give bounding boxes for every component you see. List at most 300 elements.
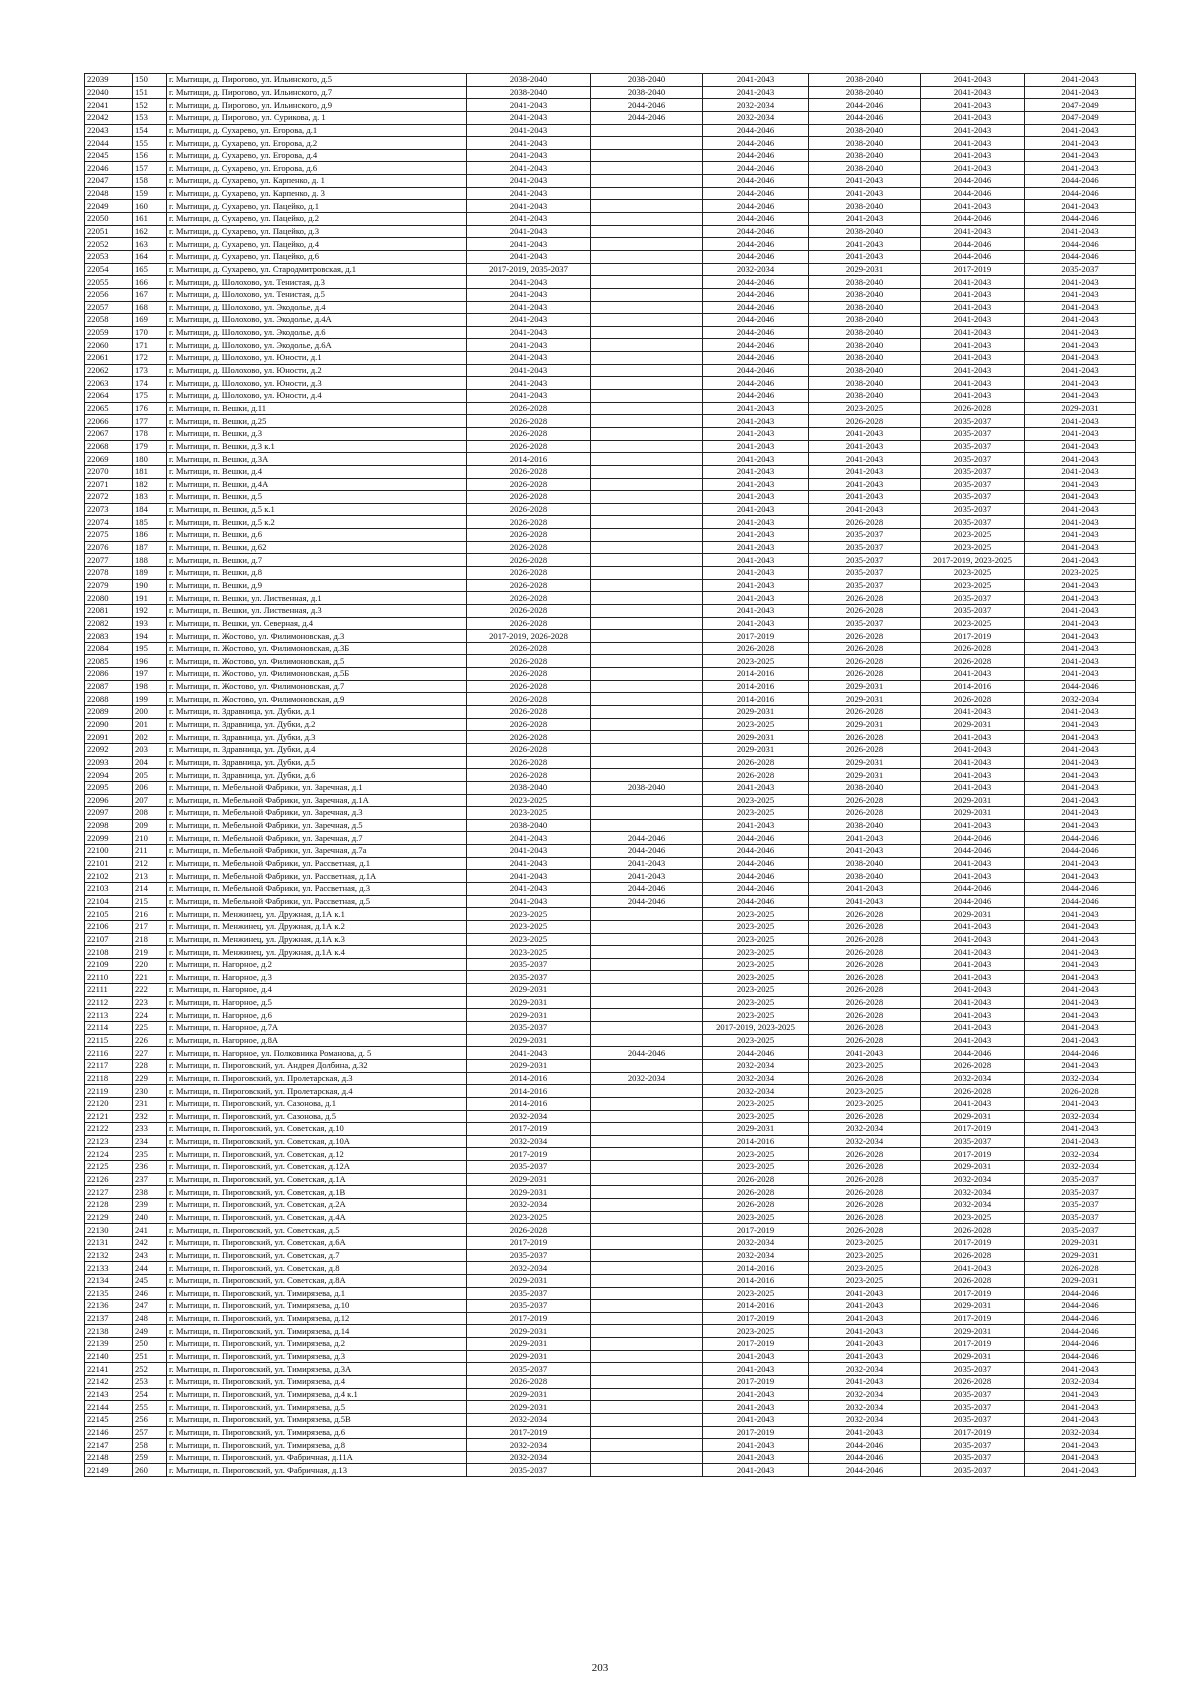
cell-period-4: 2038-2040 bbox=[809, 276, 921, 289]
cell-row-number: 176 bbox=[133, 402, 167, 415]
cell-period-4: 2038-2040 bbox=[809, 301, 921, 314]
cell-address: г. Мытищи, д. Сухарево, ул. Карпенко, д. 3 bbox=[167, 187, 467, 200]
cell-period-4: 2023-2025 bbox=[809, 1059, 921, 1072]
cell-period-5: 2029-2031 bbox=[921, 807, 1025, 820]
cell-row-id: 22145 bbox=[85, 1413, 133, 1426]
cell-period-6: 2041-2043 bbox=[1025, 668, 1136, 681]
cell-period-5: 2023-2025 bbox=[921, 617, 1025, 630]
cell-period-5: 2041-2043 bbox=[921, 200, 1025, 213]
cell-period-6: 2041-2043 bbox=[1025, 200, 1136, 213]
cell-address: г. Мытищи, п. Пироговский, ул. Сазонова, д.5 bbox=[167, 1110, 467, 1123]
cell-address: г. Мытищи, д. Сухарево, ул. Егорова, д.1 bbox=[167, 124, 467, 137]
cell-period-1: 2041-2043 bbox=[467, 238, 591, 251]
cell-period-4: 2038-2040 bbox=[809, 149, 921, 162]
cell-period-5: 2041-2043 bbox=[921, 819, 1025, 832]
cell-row-number: 164 bbox=[133, 250, 167, 263]
cell-period-1: 2029-2031 bbox=[467, 984, 591, 997]
cell-period-2 bbox=[591, 440, 703, 453]
cell-period-3: 2023-2025 bbox=[703, 1325, 809, 1338]
cell-row-number: 210 bbox=[133, 832, 167, 845]
cell-period-4: 2038-2040 bbox=[809, 819, 921, 832]
cell-period-6: 2041-2043 bbox=[1025, 743, 1136, 756]
cell-period-2: 2044-2046 bbox=[591, 1047, 703, 1060]
cell-row-number: 156 bbox=[133, 149, 167, 162]
cell-row-number: 255 bbox=[133, 1401, 167, 1414]
cell-period-5: 2035-2037 bbox=[921, 1464, 1025, 1477]
cell-period-5: 2041-2043 bbox=[921, 920, 1025, 933]
cell-period-3: 2026-2028 bbox=[703, 769, 809, 782]
cell-row-id: 22043 bbox=[85, 124, 133, 137]
cell-period-1: 2041-2043 bbox=[467, 288, 591, 301]
cell-row-id: 22056 bbox=[85, 288, 133, 301]
table-row bbox=[85, 718, 1136, 731]
cell-period-4: 2044-2046 bbox=[809, 111, 921, 124]
cell-row-number: 208 bbox=[133, 807, 167, 820]
cell-address: г. Мытищи, п. Менжинец, ул. Дружная, д.1А к.2 bbox=[167, 920, 467, 933]
table-row bbox=[85, 1451, 1136, 1464]
cell-period-2: 2032-2034 bbox=[591, 1072, 703, 1085]
cell-period-6: 2041-2043 bbox=[1025, 731, 1136, 744]
cell-period-4: 2032-2034 bbox=[809, 1123, 921, 1136]
cell-period-1: 2029-2031 bbox=[467, 1009, 591, 1022]
cell-period-4: 2038-2040 bbox=[809, 870, 921, 883]
table-row bbox=[85, 175, 1136, 188]
cell-address: г. Мытищи, п. Пироговский, ул. Советская, д.12 bbox=[167, 1148, 467, 1161]
cell-address: г. Мытищи, п. Пироговский, ул. Советская, д.8А bbox=[167, 1274, 467, 1287]
cell-row-id: 22110 bbox=[85, 971, 133, 984]
cell-row-number: 152 bbox=[133, 99, 167, 112]
cell-period-1: 2026-2028 bbox=[467, 516, 591, 529]
cell-period-2 bbox=[591, 415, 703, 428]
table-row bbox=[85, 1363, 1136, 1376]
cell-period-2 bbox=[591, 1338, 703, 1351]
table-row bbox=[85, 554, 1136, 567]
cell-period-2 bbox=[591, 1464, 703, 1477]
cell-period-3: 2044-2046 bbox=[703, 276, 809, 289]
cell-period-2 bbox=[591, 200, 703, 213]
cell-period-5: 2029-2031 bbox=[921, 794, 1025, 807]
cell-period-6: 2041-2043 bbox=[1025, 440, 1136, 453]
table-row bbox=[85, 440, 1136, 453]
cell-period-2 bbox=[591, 1426, 703, 1439]
cell-period-3: 2032-2034 bbox=[703, 1236, 809, 1249]
cell-row-id: 22115 bbox=[85, 1034, 133, 1047]
cell-period-5: 2035-2037 bbox=[921, 415, 1025, 428]
table-row bbox=[85, 617, 1136, 630]
cell-address: г. Мытищи, п. Нагорное, д.6 bbox=[167, 1009, 467, 1022]
cell-period-4: 2044-2046 bbox=[809, 1464, 921, 1477]
cell-period-1: 2038-2040 bbox=[467, 86, 591, 99]
cell-period-2 bbox=[591, 706, 703, 719]
cell-period-1: 2029-2031 bbox=[467, 1186, 591, 1199]
cell-row-id: 22045 bbox=[85, 149, 133, 162]
cell-period-2 bbox=[591, 478, 703, 491]
table-row bbox=[85, 1413, 1136, 1426]
cell-row-id: 22103 bbox=[85, 883, 133, 896]
cell-period-2 bbox=[591, 1274, 703, 1287]
cell-period-4: 2041-2043 bbox=[809, 832, 921, 845]
table-row bbox=[85, 1110, 1136, 1123]
cell-address: г. Мытищи, п. Менжинец, ул. Дружная, д.1А к.4 bbox=[167, 946, 467, 959]
cell-period-1: 2041-2043 bbox=[467, 137, 591, 150]
cell-period-3: 2044-2046 bbox=[703, 250, 809, 263]
cell-period-5: 2017-2019 bbox=[921, 1236, 1025, 1249]
cell-period-4: 2038-2040 bbox=[809, 364, 921, 377]
cell-period-1: 2026-2028 bbox=[467, 465, 591, 478]
cell-period-2 bbox=[591, 1388, 703, 1401]
cell-period-2 bbox=[591, 162, 703, 175]
cell-period-2 bbox=[591, 1262, 703, 1275]
cell-period-1: 2041-2043 bbox=[467, 162, 591, 175]
cell-period-6: 2041-2043 bbox=[1025, 1022, 1136, 1035]
cell-row-id: 22108 bbox=[85, 946, 133, 959]
cell-period-4: 2041-2043 bbox=[809, 250, 921, 263]
cell-period-2 bbox=[591, 491, 703, 504]
cell-period-5: 2041-2043 bbox=[921, 301, 1025, 314]
cell-period-1: 2026-2028 bbox=[467, 529, 591, 542]
cell-period-3: 2044-2046 bbox=[703, 175, 809, 188]
cell-row-number: 201 bbox=[133, 718, 167, 731]
cell-period-1: 2035-2037 bbox=[467, 1022, 591, 1035]
cell-row-number: 179 bbox=[133, 440, 167, 453]
cell-period-4: 2026-2028 bbox=[809, 1161, 921, 1174]
table-row bbox=[85, 1262, 1136, 1275]
cell-period-4: 2035-2037 bbox=[809, 617, 921, 630]
cell-address: г. Мытищи, п. Мебельной Фабрики, ул. Заречная, д.3 bbox=[167, 807, 467, 820]
cell-row-id: 22067 bbox=[85, 427, 133, 440]
cell-period-2 bbox=[591, 908, 703, 921]
cell-period-3: 2032-2034 bbox=[703, 1085, 809, 1098]
cell-row-number: 163 bbox=[133, 238, 167, 251]
cell-period-4: 2029-2031 bbox=[809, 718, 921, 731]
cell-period-5: 2017-2019, 2023-2025 bbox=[921, 554, 1025, 567]
cell-period-3: 2044-2046 bbox=[703, 845, 809, 858]
cell-address: г. Мытищи, п. Жостово, ул. Филимоновская, д.7 bbox=[167, 680, 467, 693]
cell-address: г. Мытищи, п. Нагорное, д.7А bbox=[167, 1022, 467, 1035]
cell-period-5: 2041-2043 bbox=[921, 339, 1025, 352]
cell-period-4: 2023-2025 bbox=[809, 1236, 921, 1249]
cell-period-2 bbox=[591, 288, 703, 301]
cell-period-3: 2041-2043 bbox=[703, 453, 809, 466]
cell-period-1: 2041-2043 bbox=[467, 377, 591, 390]
cell-period-6: 2041-2043 bbox=[1025, 478, 1136, 491]
cell-period-6: 2041-2043 bbox=[1025, 870, 1136, 883]
table-row bbox=[85, 1274, 1136, 1287]
table-row bbox=[85, 149, 1136, 162]
cell-period-4: 2023-2025 bbox=[809, 402, 921, 415]
cell-period-4: 2041-2043 bbox=[809, 213, 921, 226]
cell-period-2: 2038-2040 bbox=[591, 781, 703, 794]
cell-row-id: 22089 bbox=[85, 706, 133, 719]
cell-address: г. Мытищи, п. Жостово, ул. Филимоновская, д.3Б bbox=[167, 642, 467, 655]
table-row bbox=[85, 352, 1136, 365]
cell-period-6: 2044-2046 bbox=[1025, 832, 1136, 845]
cell-row-number: 205 bbox=[133, 769, 167, 782]
cell-row-number: 223 bbox=[133, 996, 167, 1009]
cell-address: г. Мытищи, п. Вешки, д.6 bbox=[167, 529, 467, 542]
cell-period-6: 2044-2046 bbox=[1025, 1300, 1136, 1313]
table-row bbox=[85, 1236, 1136, 1249]
cell-period-2: 2044-2046 bbox=[591, 883, 703, 896]
cell-address: г. Мытищи, д. Шолохово, ул. Тенистая, д.3 bbox=[167, 276, 467, 289]
cell-period-3: 2044-2046 bbox=[703, 377, 809, 390]
cell-address: г. Мытищи, п. Вешки, д.4 bbox=[167, 465, 467, 478]
cell-period-3: 2044-2046 bbox=[703, 895, 809, 908]
cell-row-id: 22054 bbox=[85, 263, 133, 276]
cell-period-6: 2041-2043 bbox=[1025, 1464, 1136, 1477]
cell-address: г. Мытищи, п. Вешки, д.11 bbox=[167, 402, 467, 415]
cell-period-1: 2014-2016 bbox=[467, 1085, 591, 1098]
cell-row-number: 198 bbox=[133, 680, 167, 693]
cell-row-id: 22040 bbox=[85, 86, 133, 99]
cell-period-2 bbox=[591, 731, 703, 744]
cell-period-5: 2044-2046 bbox=[921, 845, 1025, 858]
cell-row-id: 22044 bbox=[85, 137, 133, 150]
cell-period-1: 2026-2028 bbox=[467, 1224, 591, 1237]
cell-period-2 bbox=[591, 1325, 703, 1338]
cell-row-id: 22055 bbox=[85, 276, 133, 289]
cell-period-4: 2026-2028 bbox=[809, 604, 921, 617]
table-row bbox=[85, 390, 1136, 403]
cell-period-2 bbox=[591, 1199, 703, 1212]
cell-row-id: 22084 bbox=[85, 642, 133, 655]
cell-period-3: 2023-2025 bbox=[703, 920, 809, 933]
cell-address: г. Мытищи, п. Пироговский, ул. Тимирязева, д.5 bbox=[167, 1401, 467, 1414]
cell-period-3: 2014-2016 bbox=[703, 1135, 809, 1148]
cell-period-5: 2041-2043 bbox=[921, 390, 1025, 403]
cell-period-1: 2026-2028 bbox=[467, 402, 591, 415]
cell-period-5: 2041-2043 bbox=[921, 971, 1025, 984]
cell-row-id: 22048 bbox=[85, 187, 133, 200]
cell-row-number: 151 bbox=[133, 86, 167, 99]
cell-period-4: 2035-2037 bbox=[809, 579, 921, 592]
cell-period-2 bbox=[591, 971, 703, 984]
cell-row-number: 170 bbox=[133, 326, 167, 339]
table-row bbox=[85, 769, 1136, 782]
cell-period-5: 2026-2028 bbox=[921, 1224, 1025, 1237]
cell-period-3: 2044-2046 bbox=[703, 883, 809, 896]
cell-row-number: 175 bbox=[133, 390, 167, 403]
cell-row-id: 22070 bbox=[85, 465, 133, 478]
cell-period-4: 2041-2043 bbox=[809, 1338, 921, 1351]
cell-period-2 bbox=[591, 364, 703, 377]
cell-period-5: 2035-2037 bbox=[921, 1413, 1025, 1426]
cell-period-1: 2023-2025 bbox=[467, 908, 591, 921]
cell-period-6: 2041-2043 bbox=[1025, 604, 1136, 617]
cell-period-1: 2029-2031 bbox=[467, 1350, 591, 1363]
cell-period-4: 2038-2040 bbox=[809, 781, 921, 794]
cell-row-number: 178 bbox=[133, 427, 167, 440]
cell-period-1: 2029-2031 bbox=[467, 1059, 591, 1072]
cell-period-4: 2038-2040 bbox=[809, 162, 921, 175]
table-row bbox=[85, 301, 1136, 314]
cell-row-id: 22098 bbox=[85, 819, 133, 832]
cell-period-1: 2041-2043 bbox=[467, 895, 591, 908]
cell-period-3: 2041-2043 bbox=[703, 86, 809, 99]
cell-period-4: 2029-2031 bbox=[809, 769, 921, 782]
cell-address: г. Мытищи, п. Пироговский, ул. Советская, д.7 bbox=[167, 1249, 467, 1262]
cell-period-4: 2029-2031 bbox=[809, 756, 921, 769]
cell-address: г. Мытищи, д. Сухарево, ул. Егорова, д.2 bbox=[167, 137, 467, 150]
cell-row-number: 244 bbox=[133, 1262, 167, 1275]
cell-period-4: 2032-2034 bbox=[809, 1363, 921, 1376]
cell-period-4: 2026-2028 bbox=[809, 920, 921, 933]
cell-period-5: 2044-2046 bbox=[921, 175, 1025, 188]
cell-period-4: 2035-2037 bbox=[809, 566, 921, 579]
table-row bbox=[85, 996, 1136, 1009]
cell-period-3: 2044-2046 bbox=[703, 225, 809, 238]
cell-period-1: 2026-2028 bbox=[467, 655, 591, 668]
cell-period-5: 2041-2043 bbox=[921, 1262, 1025, 1275]
cell-period-2 bbox=[591, 794, 703, 807]
cell-period-2 bbox=[591, 1022, 703, 1035]
cell-period-4: 2032-2034 bbox=[809, 1135, 921, 1148]
table-row bbox=[85, 74, 1136, 87]
cell-row-id: 22118 bbox=[85, 1072, 133, 1085]
cell-period-5: 2041-2043 bbox=[921, 958, 1025, 971]
cell-address: г. Мытищи, д. Шолохово, ул. Экодолье, д.4 bbox=[167, 301, 467, 314]
table-row bbox=[85, 1249, 1136, 1262]
cell-period-1: 2026-2028 bbox=[467, 1375, 591, 1388]
cell-period-3: 2023-2025 bbox=[703, 1148, 809, 1161]
cell-period-3: 2023-2025 bbox=[703, 933, 809, 946]
table-row bbox=[85, 680, 1136, 693]
cell-period-5: 2026-2028 bbox=[921, 1059, 1025, 1072]
cell-period-2: 2041-2043 bbox=[591, 857, 703, 870]
cell-period-4: 2044-2046 bbox=[809, 1439, 921, 1452]
cell-period-6: 2041-2043 bbox=[1025, 984, 1136, 997]
cell-period-3: 2044-2046 bbox=[703, 149, 809, 162]
cell-period-3: 2032-2034 bbox=[703, 1249, 809, 1262]
cell-period-4: 2026-2028 bbox=[809, 1034, 921, 1047]
cell-address: г. Мытищи, п. Нагорное, д.5 bbox=[167, 996, 467, 1009]
cell-address: г. Мытищи, п. Пироговский, ул. Советская, д.8 bbox=[167, 1262, 467, 1275]
cell-period-2 bbox=[591, 1451, 703, 1464]
cell-period-6: 2029-2031 bbox=[1025, 1249, 1136, 1262]
cell-period-6: 2047-2049 bbox=[1025, 111, 1136, 124]
cell-period-4: 2038-2040 bbox=[809, 86, 921, 99]
table-row bbox=[85, 111, 1136, 124]
cell-period-3: 2041-2043 bbox=[703, 478, 809, 491]
cell-period-4: 2041-2043 bbox=[809, 895, 921, 908]
cell-period-4: 2026-2028 bbox=[809, 807, 921, 820]
cell-period-6: 2041-2043 bbox=[1025, 1451, 1136, 1464]
cell-period-1: 2026-2028 bbox=[467, 592, 591, 605]
cell-period-3: 2029-2031 bbox=[703, 743, 809, 756]
cell-period-3: 2044-2046 bbox=[703, 288, 809, 301]
cell-period-3: 2023-2025 bbox=[703, 908, 809, 921]
cell-period-1: 2026-2028 bbox=[467, 604, 591, 617]
cell-row-number: 231 bbox=[133, 1097, 167, 1110]
cell-row-id: 22087 bbox=[85, 680, 133, 693]
cell-address: г. Мытищи, п. Вешки, д.5 к.2 bbox=[167, 516, 467, 529]
cell-address: г. Мытищи, д. Шолохово, ул. Юности, д.4 bbox=[167, 390, 467, 403]
cell-period-2 bbox=[591, 1085, 703, 1098]
cell-period-5: 2029-2031 bbox=[921, 1110, 1025, 1123]
table-row bbox=[85, 971, 1136, 984]
cell-period-4: 2041-2043 bbox=[809, 1300, 921, 1313]
table-row bbox=[85, 984, 1136, 997]
cell-period-1: 2041-2043 bbox=[467, 870, 591, 883]
cell-address: г. Мытищи, д. Сухарево, ул. Пацейко, д.3 bbox=[167, 225, 467, 238]
cell-period-1: 2026-2028 bbox=[467, 743, 591, 756]
cell-address: г. Мытищи, п. Нагорное, ул. Полковника Романова, д. 5 bbox=[167, 1047, 467, 1060]
cell-address: г. Мытищи, п. Пироговский, ул. Пролетарская, д.4 bbox=[167, 1085, 467, 1098]
cell-period-5: 2035-2037 bbox=[921, 453, 1025, 466]
cell-address: г. Мытищи, п. Жостово, ул. Филимоновская, д.3 bbox=[167, 630, 467, 643]
table-row bbox=[85, 566, 1136, 579]
cell-address: г. Мытищи, п. Пироговский, ул. Андрея Долбина, д.32 bbox=[167, 1059, 467, 1072]
cell-period-3: 2041-2043 bbox=[703, 74, 809, 87]
cell-address: г. Мытищи, д. Пирогово, ул. Ильинского, д.7 bbox=[167, 86, 467, 99]
cell-period-5: 2035-2037 bbox=[921, 427, 1025, 440]
cell-period-3: 2044-2046 bbox=[703, 213, 809, 226]
cell-period-3: 2041-2043 bbox=[703, 1401, 809, 1414]
cell-row-number: 224 bbox=[133, 1009, 167, 1022]
cell-address: г. Мытищи, д. Пирогово, ул. Сурикова, д. 1 bbox=[167, 111, 467, 124]
table-row bbox=[85, 478, 1136, 491]
cell-period-6: 2032-2034 bbox=[1025, 1072, 1136, 1085]
table-row bbox=[85, 187, 1136, 200]
cell-period-4: 2026-2028 bbox=[809, 1173, 921, 1186]
cell-period-1: 2026-2028 bbox=[467, 718, 591, 731]
cell-row-id: 22105 bbox=[85, 908, 133, 921]
cell-row-number: 252 bbox=[133, 1363, 167, 1376]
table-row bbox=[85, 86, 1136, 99]
cell-period-4: 2023-2025 bbox=[809, 1085, 921, 1098]
cell-period-4: 2026-2028 bbox=[809, 516, 921, 529]
cell-row-number: 165 bbox=[133, 263, 167, 276]
table-row bbox=[85, 731, 1136, 744]
cell-period-4: 2035-2037 bbox=[809, 541, 921, 554]
cell-period-6: 2041-2043 bbox=[1025, 794, 1136, 807]
cell-period-5: 2041-2043 bbox=[921, 743, 1025, 756]
cell-row-id: 22041 bbox=[85, 99, 133, 112]
cell-row-number: 182 bbox=[133, 478, 167, 491]
table-row bbox=[85, 124, 1136, 137]
cell-address: г. Мытищи, п. Пироговский, ул. Советская, д.10 bbox=[167, 1123, 467, 1136]
cell-row-id: 22050 bbox=[85, 213, 133, 226]
cell-period-3: 2014-2016 bbox=[703, 693, 809, 706]
cell-row-id: 22091 bbox=[85, 731, 133, 744]
cell-period-5: 2041-2043 bbox=[921, 86, 1025, 99]
cell-period-2 bbox=[591, 137, 703, 150]
schedule-table-body bbox=[85, 74, 1136, 1477]
cell-period-2: 2038-2040 bbox=[591, 74, 703, 87]
cell-address: г. Мытищи, п. Вешки, д.3 к.1 bbox=[167, 440, 467, 453]
cell-period-5: 2041-2043 bbox=[921, 276, 1025, 289]
cell-address: г. Мытищи, д. Шолохово, ул. Экодолье, д.4А bbox=[167, 314, 467, 327]
cell-period-6: 2041-2043 bbox=[1025, 579, 1136, 592]
cell-address: г. Мытищи, п. Пироговский, ул. Советская, д.12А bbox=[167, 1161, 467, 1174]
cell-period-2 bbox=[591, 1249, 703, 1262]
cell-period-4: 2041-2043 bbox=[809, 238, 921, 251]
cell-period-6: 2041-2043 bbox=[1025, 364, 1136, 377]
cell-address: г. Мытищи, п. Пироговский, ул. Фабричная, д.11А bbox=[167, 1451, 467, 1464]
cell-period-1: 2017-2019 bbox=[467, 1148, 591, 1161]
cell-period-3: 2041-2043 bbox=[703, 566, 809, 579]
cell-period-6: 2041-2043 bbox=[1025, 276, 1136, 289]
cell-address: г. Мытищи, п. Пироговский, ул. Советская, д.1А bbox=[167, 1173, 467, 1186]
cell-period-6: 2044-2046 bbox=[1025, 680, 1136, 693]
cell-period-6: 2041-2043 bbox=[1025, 149, 1136, 162]
cell-period-4: 2023-2025 bbox=[809, 1097, 921, 1110]
cell-period-6: 2026-2028 bbox=[1025, 1262, 1136, 1275]
cell-row-id: 22092 bbox=[85, 743, 133, 756]
cell-period-6: 2044-2046 bbox=[1025, 895, 1136, 908]
cell-period-6: 2041-2043 bbox=[1025, 971, 1136, 984]
cell-period-1: 2035-2037 bbox=[467, 1161, 591, 1174]
